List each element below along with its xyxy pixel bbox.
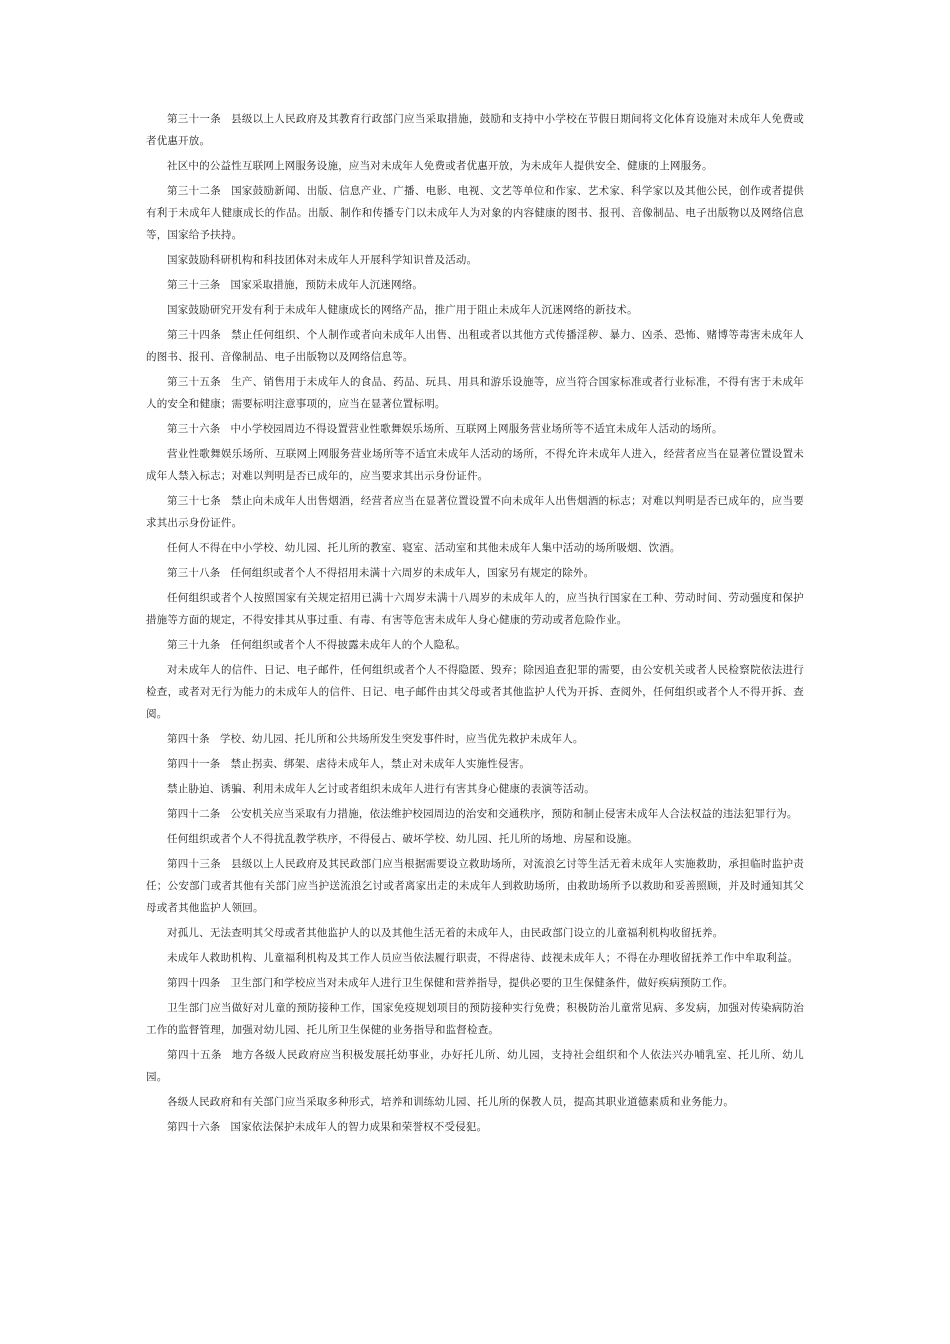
paragraph-text: 学校、幼儿园、托儿所和公共场所发生突发事件时，应当优先救护未成年人。 — [219, 733, 584, 745]
paragraph — [146, 299, 804, 321]
paragraph — [146, 922, 804, 944]
paragraph-text: 生产、销售用于未成年人的食品、药品、玩具、用具和游乐设施等，应当符合国家标准或者行业标准，不得有害于未成年人的安全和健康；需要标明注意事项的，应当在显著位置标明。 — [146, 376, 804, 410]
article-number: 第四十二条 — [167, 808, 221, 820]
article-number: 第四十三条 — [167, 858, 222, 870]
paragraph — [146, 537, 804, 559]
paragraph-text: 中小学校园周边不得设置营业性歌舞娱乐场所、互联网上网服务营业场所等不适宜未成年人活动的场所。 — [230, 423, 723, 435]
paragraph — [146, 155, 804, 177]
paragraph — [146, 587, 804, 631]
paragraph-text: 任何组织或者个人按照国家有关规定招用已满十六周岁未满十八周岁的未成年人的，应当执行国家在工种、劳动时间、劳动强度和保护措施等方面的规定，不得安排其从事过重、有毒、有害等危害未成年人身心健康的劳动或者危险作业。 — [146, 592, 804, 626]
paragraph — [146, 180, 804, 246]
article-number: 第三十四条 — [167, 329, 222, 341]
article-number: 第三十一条 — [167, 113, 222, 125]
paragraph — [146, 778, 804, 800]
paragraph-text: 禁止任何组织、个人制作或者向未成年人出售、出租或者以其他方式传播淫秽、暴力、凶杀、恐怖、赌博等毒害未成年人的图书、报刊、音像制品、电子出版物以及网络信息等。 — [146, 329, 804, 363]
article-number: 第三十六条 — [167, 423, 221, 435]
paragraph-text: 国家鼓励研究开发有利于未成年人健康成长的网络产品，推广用于阻止未成年人沉迷网络的新技术。 — [167, 304, 638, 316]
paragraph — [146, 947, 804, 969]
paragraph-text: 禁止胁迫、诱骗、利用未成年人乞讨或者组织未成年人进行有害其身心健康的表演等活动。 — [167, 783, 595, 795]
paragraph — [146, 728, 804, 750]
paragraph — [146, 249, 804, 271]
article-number: 第四十五条 — [167, 1049, 223, 1061]
paragraph-text: 营业性歌舞娱乐场所、互联网上网服务营业场所等不适宜未成年人活动的场所，不得允许未成年人进入，经营者应当在显著位置设置未成年人禁入标志；对难以判明是否已成年的，应当要求其出示身份证件。 — [146, 448, 804, 482]
paragraph-text: 各级人民政府和有关部门应当采取多种形式，培养和训练幼儿园、托儿所的保教人员，提高其职业道德素质和业务能力。 — [167, 1096, 735, 1108]
article-number: 第三十二条 — [167, 185, 222, 197]
paragraph-text: 对未成年人的信件、日记、电子邮件，任何组织或者个人不得隐匿、毁弃；除因追查犯罪的需要，由公安机关或者人民检察院依法进行检查，或者对无行为能力的未成年人的信件、日记、电子邮件由其父母或者其他监护人代为开拆、查阅外，任何组织或者个人不得开拆、查阅。 — [146, 664, 804, 720]
paragraph — [146, 490, 804, 534]
paragraph-text: 国家鼓励科研机构和科技团体对未成年人开展科学知识普及活动。 — [167, 254, 478, 266]
paragraph — [146, 803, 804, 825]
paragraph — [146, 562, 804, 584]
paragraph — [146, 418, 804, 440]
article-number: 第三十九条 — [167, 639, 221, 651]
article-number: 第三十七条 — [167, 495, 222, 507]
paragraph — [146, 997, 804, 1041]
paragraph-text: 未成年人救助机构、儿童福利机构及其工作人员应当依法履行职责，不得虐待、歧视未成年人；不得在办理收留抚养工作中牟取利益。 — [167, 952, 799, 964]
article-number: 第四十六条 — [167, 1121, 221, 1133]
paragraph — [146, 828, 804, 850]
article-number: 第三十八条 — [167, 567, 221, 579]
paragraph-text: 县级以上人民政府及其教育行政部门应当采取措施，鼓励和支持中小学校在节假日期间将文化体育设施对未成年人免费或者优惠开放。 — [146, 113, 804, 147]
article-number: 第四十一条 — [167, 758, 221, 770]
article-number: 第四十四条 — [167, 977, 221, 989]
paragraph-text: 国家依法保护未成年人的智力成果和荣誉权不受侵犯。 — [230, 1121, 488, 1133]
paragraph-text: 禁止拐卖、绑架、虐待未成年人，禁止对未成年人实施性侵害。 — [230, 758, 531, 770]
paragraph-text: 任何组织或者个人不得披露未成年人的个人隐私。 — [230, 639, 466, 651]
paragraph — [146, 1044, 804, 1088]
paragraph — [146, 108, 804, 152]
paragraph-text: 县级以上人民政府及其民政部门应当根据需要设立救助场所，对流浪乞讨等生活无着未成年人实施救助，承担临时监护责任；公安部门或者其他有关部门应当护送流浪乞讨或者离家出走的未成年人到救助场所，由救助场所予以救助和妥善照顾，并及时通知其父母或者其他监护人领回。 — [146, 858, 804, 914]
paragraph-text: 禁止向未成年人出售烟酒，经营者应当在显著位置设置不向未成年人出售烟酒的标志；对难以判明是否已成年的，应当要求其出示身份证件。 — [146, 495, 804, 529]
paragraph-text: 任何人不得在中小学校、幼儿园、托儿所的教室、寝室、活动室和其他未成年人集中活动的场所吸烟、饮酒。 — [167, 542, 681, 554]
paragraph — [146, 274, 804, 296]
paragraph — [146, 634, 804, 656]
paragraph-text: 任何组织或者个人不得扰乱教学秩序，不得侵占、破坏学校、幼儿园、托儿所的场地、房屋和设施。 — [167, 833, 638, 845]
paragraph — [146, 1091, 804, 1113]
paragraph — [146, 972, 804, 994]
paragraph-text: 卫生部门应当做好对儿童的预防接种工作，国家免疫规划项目的预防接种实行免费；积极防治儿童常见病、多发病，加强对传染病防治工作的监督管理，加强对幼儿园、托儿所卫生保健的业务指导和监督检查。 — [146, 1002, 804, 1036]
paragraph-text: 国家鼓励新闻、出版、信息产业、广播、电影、电视、文艺等单位和作家、艺术家、科学家以及其他公民，创作或者提供有利于未成年人健康成长的作品。出版、制作和传播专门以未成年人为对象的内容健康的图书、报刊、音像制品、电子出版物以及网络信息等，国家给予扶持。 — [146, 185, 804, 241]
article-number: 第三十五条 — [167, 376, 222, 388]
paragraph-text: 国家采取措施，预防未成年人沉迷网络。 — [230, 279, 424, 291]
paragraph-text: 公安机关应当采取有力措施，依法维护校园周边的治安和交通秩序，预防和制止侵害未成年人合法权益的违法犯罪行为。 — [230, 808, 798, 820]
paragraph-text: 任何组织或者个人不得招用未满十六周岁的未成年人，国家另有规定的除外。 — [230, 567, 595, 579]
paragraph-text: 地方各级人民政府应当积极发展托幼事业，办好托儿所、幼儿园，支持社会组织和个人依法兴办哺乳室、托儿所、幼儿园。 — [146, 1049, 804, 1083]
paragraph — [146, 371, 804, 415]
paragraph-text: 社区中的公益性互联网上网服务设施，应当对未成年人免费或者优惠开放，为未成年人提供安全、健康的上网服务。 — [167, 160, 713, 172]
paragraph — [146, 853, 804, 919]
paragraph — [146, 324, 804, 368]
paragraph — [146, 659, 804, 725]
article-number: 第四十条 — [167, 733, 210, 745]
paragraph — [146, 443, 804, 487]
document-page — [146, 108, 804, 1141]
paragraph-text: 对孤儿、无法查明其父母或者其他监护人的以及其他生活无着的未成年人，由民政部门设立的儿童福利机构收留抚养。 — [167, 927, 724, 939]
paragraph-text: 卫生部门和学校应当对未成年人进行卫生保健和营养指导，提供必要的卫生保健条件，做好疾病预防工作。 — [230, 977, 734, 989]
article-number: 第三十三条 — [167, 279, 221, 291]
paragraph — [146, 753, 804, 775]
paragraph — [146, 1116, 804, 1138]
